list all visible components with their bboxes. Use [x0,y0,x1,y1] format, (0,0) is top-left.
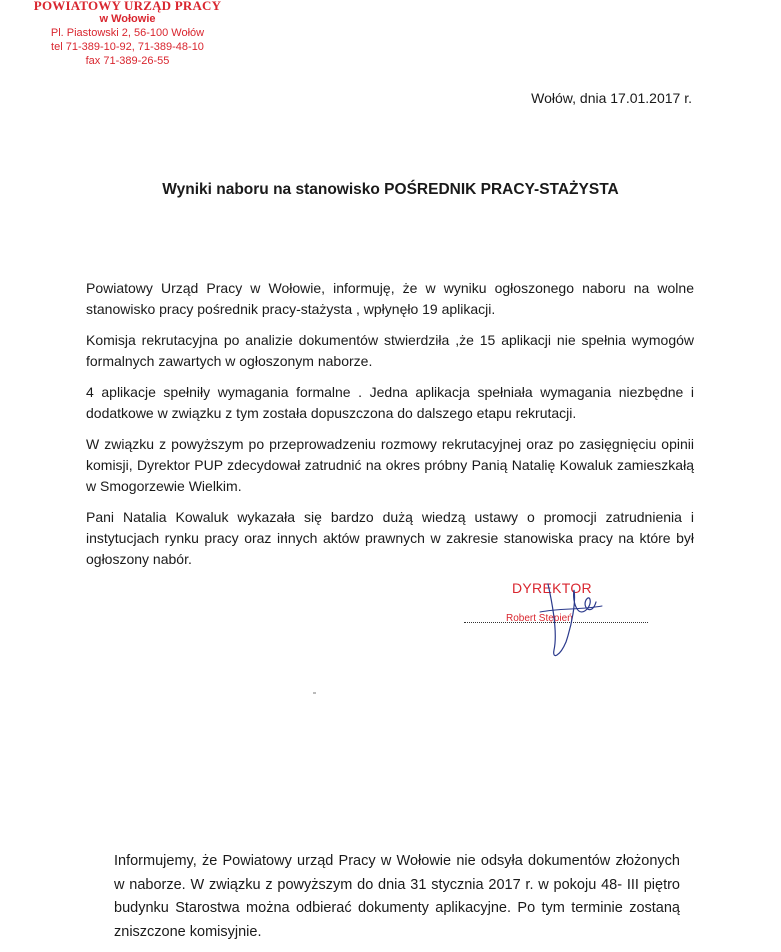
body-paragraph: W związku z powyższym po przeprowadzeniu rozmowy rekrutacyjnej oraz po zasięgnięciu opinii komisji, Dyrektor PUP zdecydował zatrudnić na okres próbny Panią Natalię Kowaluk zamieszkałą w Smogorzewie Wielkim. [86,436,694,494]
body-paragraph: Komisja rekrutacyjna po analizie dokumentów stwierdziła ,że 15 aplikacji nie spełnia wymogów formalnych zawartych w ogłoszonym naborze. [86,332,694,369]
body-paragraph: Powiatowy Urząd Pracy w Wołowie, informuję, że w wyniku ogłoszonego naboru na wolne stanowisko pracy pośrednik pracy-stażysta , wpłynęło 19 aplikacji. [86,280,694,317]
stamp-fax: fax 71-389-26-55 [85,55,170,67]
office-stamp [30,0,225,68]
signature-block [500,580,650,660]
signature-name: Robert Stępień [506,613,573,624]
notice-paragraph: Informujemy, że Powiatowy urząd Pracy w Wołowie nie odsyła dokumentów złożonych w naborze. W związku z powyższym do dnia 31 stycznia 2017 r. w pokoju 48- III piętro budynku Starostwa można odbierać dokumenty aplikacyjne. Po tym terminie zostaną zniszczone komisyjnie. [114,853,680,940]
stamp-phone: tel 71-389-10-92, 71-389-48-10 [51,41,204,53]
stamp-city: w Wołowie [99,13,156,25]
body-paragraph: Pani Natalia Kowaluk wykazała się bardzo dużą wiedzą ustawy o promocji zatrudnienia i instytucjach rynku pracy oraz innych aktów prawnych w zakresie stanowiska pracy na które był ogłoszony nabór. [86,509,694,567]
scan-speck [313,692,316,694]
stamp-office-name: POWIATOWY URZĄD PRACY [33,0,222,13]
stamp-address: Pl. Piastowski 2, 56-100 Wołów [50,27,205,39]
handwritten-signature [530,572,620,664]
document-title: Wyniki naboru na stanowisko POŚREDNIK PRACY-STAŻYSTA [162,181,619,198]
body-paragraph: 4 aplikacje spełniły wymagania formalne . Jedna aplikacja spełniała wymagania niezbędne i dodatkowe w związku z tym została dopuszczona do dalszego etapu rekrutacji. [86,384,694,421]
document-date: Wołów, dnia 17.01.2017 r. [531,90,692,106]
document-body [86,278,694,580]
signature-role: DYREKTOR [512,580,592,596]
